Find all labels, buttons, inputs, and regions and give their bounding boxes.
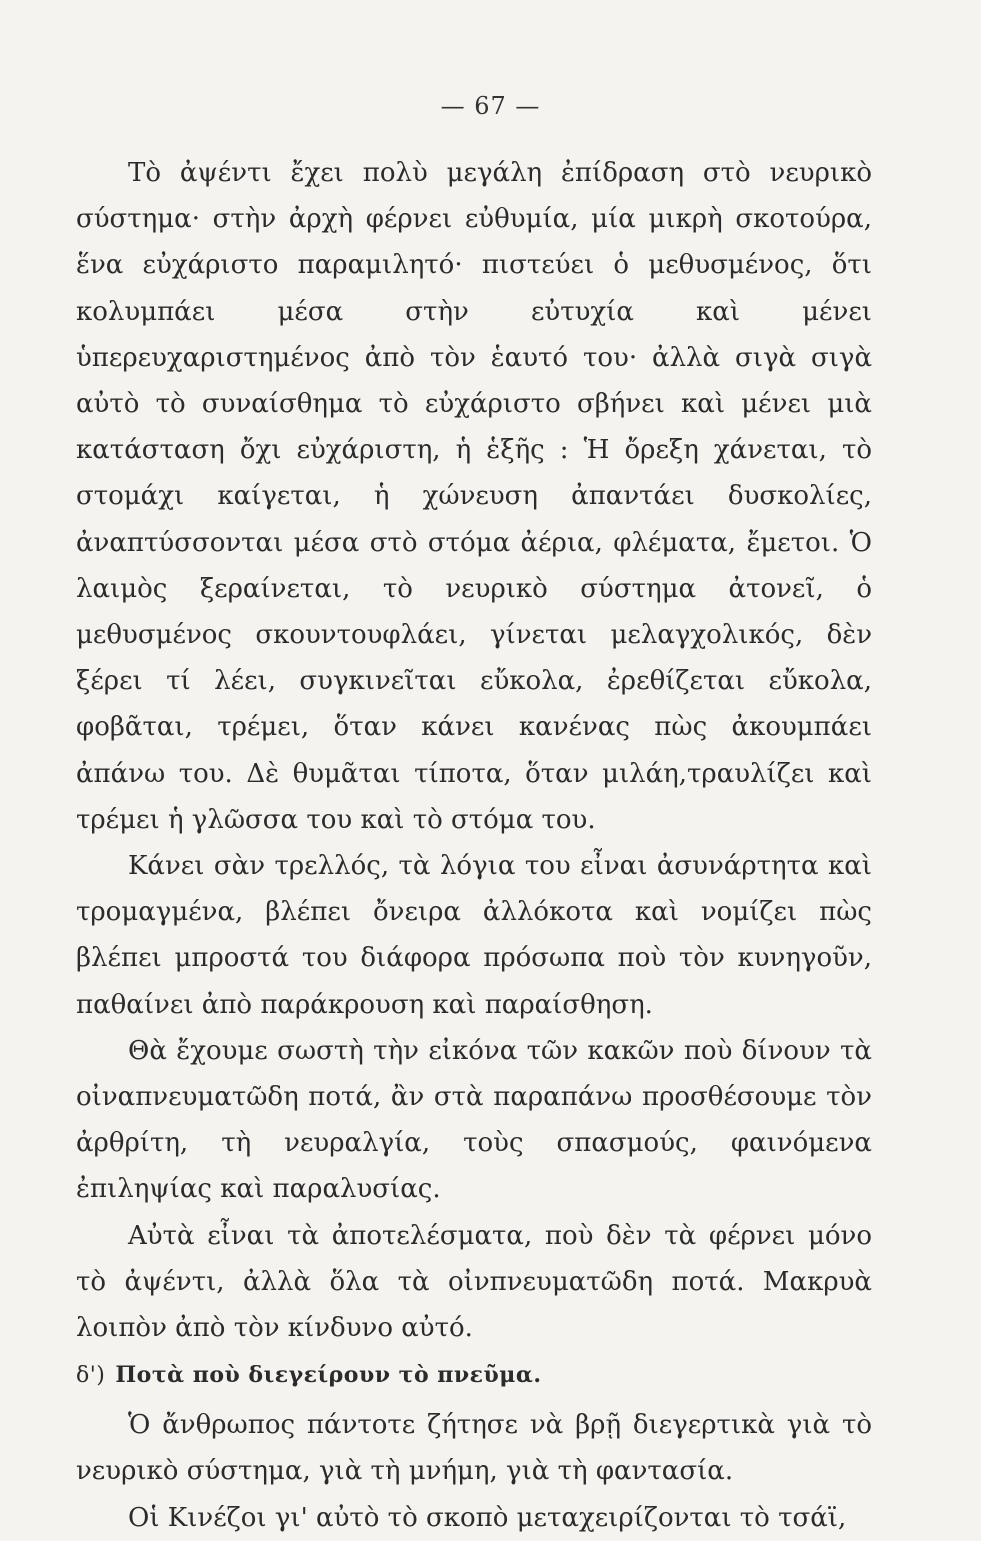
paragraph-absinthe-effects: Τὸ ἀψέντι ἔχει πολὺ μεγάλη ἐπίδραση στὸ νευρικὸ σύστημα· στὴν ἀρχὴ φέρνει εὐθυμία, μία μικρὴ σκοτούρα, ἕνα εὐχάριστο παραμιλητό· πιστεύει ὁ μεθυσμένος, ὅτι κολυμπάει μέσα στὴν εὐτυχία καὶ μένει ὑπερευχαριστημένος ἀπὸ τὸν ἑαυτό του· ἀλλὰ σιγὰ σιγὰ αὐτὸ τὸ συναίσθημα τὸ εὐχάριστο σβήνει καὶ μένει μιὰ κατάσταση ὄχι εὐχάριστη, ἡ ἑξῆς : Ἡ ὄρεξη χάνεται, τὸ στομάχι καίγεται, ἡ χώνευση ἀπαντάει δυσκολίες, ἀναπτύσσονται μέσα στὸ στόμα ἀέρια, φλέματα, ἔμετοι. Ὁ λαιμὸς ξεραίνεται, τὸ νευρικὸ σύστημα ἀτονεῖ, ὁ μεθυσμένος σκουντουφλάει, γίνεται μελαγχολικός, δὲν ξέρει τί λέει, συγκινεῖται εὔκολα, ἐρεθίζεται εὔκολα, φοβᾶται, τρέμει, ὅταν κάνει κανένας πὼς ἀκουμπάει ἀπάνω του. Δὲ θυμᾶται τίποτα, ὅταν μιλάη,τραυλίζει καὶ τρέμει ἡ γλῶσσα του καὶ τὸ στόμα του. xyxy=(76,158,872,835)
paragraph-chinese-tea: Οἱ Κινέζοι γι' αὐτὸ τὸ σκοπὸ μεταχειρίζονται τὸ τσάϊ, xyxy=(128,1502,847,1533)
paragraph-stimulants: Ὁ ἄνθρωπος πάντοτε ζήτησε νὰ βρῇ διεγερτικὰ γιὰ τὸ νευρικὸ σύστημα, γιὰ τὴ μνήμη, γιὰ τὴ φαντασία. xyxy=(76,1410,872,1487)
page-number: — 67 — xyxy=(440,92,541,120)
paragraph-conclusion: Αὐτὰ εἶναι τὰ ἀποτελέσματα, ποὺ δὲν τὰ φέρνει μόνο τὸ ἀψέντι, ἀλλὰ ὅλα τὰ οἰνπνευματῶδη ποτά. Μακρυὰ λοιπὸν ἀπὸ τὸν κίνδυνο αὐτό. xyxy=(76,1220,872,1344)
paragraph-alcohol-harms: Θὰ ἔχουμε σωστὴ τὴν εἰκόνα τῶν κακῶν ποὺ δίνουν τὰ οἰναπνευματῶδη ποτά, ἂν στὰ παραπάνω προσθέσουμε τὸν ἀρθρίτη, τὴ νευραλγία, τοὺς σπασμούς, φαινόμενα ἐπιληψίας καὶ παραλυσίας. xyxy=(76,1035,872,1205)
section-title: Ποτὰ ποὺ διεγείρουν τὸ πνεῦμα. xyxy=(115,1362,542,1389)
text-body xyxy=(76,150,872,1541)
section-heading xyxy=(76,1355,872,1396)
paragraph-hallucinations: Κάνει σὰν τρελλός, τὰ λόγια του εἶναι ἀσυνάρτητα καὶ τρομαγμένα, βλέπει ὄνειρα ἀλλόκοτα καὶ νομίζει πὼς βλέπει μπροστά του διάφορα πρόσωπα ποὺ τὸν κυνηγοῦν, παθαίνει ἀπὸ παράκρουση καὶ παραίσθηση. xyxy=(76,851,872,1020)
section-number: δ') xyxy=(76,1363,106,1389)
